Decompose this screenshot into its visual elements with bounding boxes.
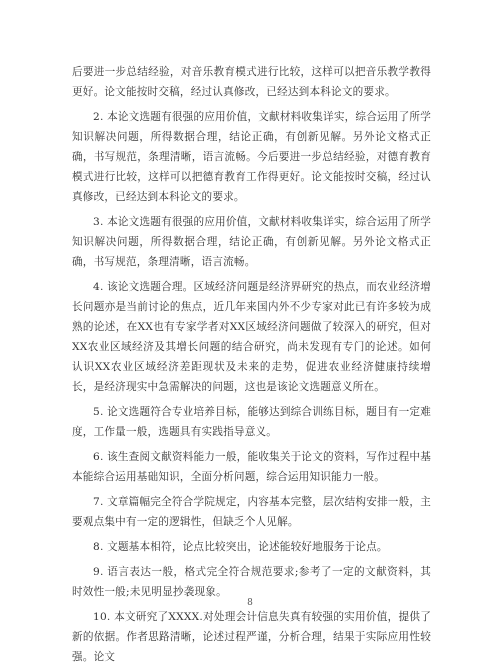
paragraph-1-continuation: 后要进一步总结经验，对音乐教育模式进行比较，这样可以把音乐教学教得更好。论文能按时交稿，经过认真修改，已经达到本科论文的要求。 (72, 66, 431, 98)
page-number: 8 (247, 598, 253, 608)
paragraph-8: 8. 文题基本相符，论点比较突出，论述能较好地服务于论点。 (93, 541, 388, 553)
paragraph-2: 2. 本论文选题有很强的应用价值，文献材料收集详实，综合运用了所学知识解决问题，所得数据合理，结论正确，有创新见解。另外论文格式正确，书写规范，条理清晰，语言流畅。今后要进一步总结经验，对德育教育模式进行比较，这样可以把德育教育工作得更好。论文能按时交稿，经过认真修改，已经达到本科论文的要求。 (72, 111, 431, 203)
paragraph-5: 5. 论文选题符合专业培养目标，能够达到综合训练目标，题目有一定难度，工作量一般，选题具有实践指导意义。 (72, 406, 431, 438)
paragraph-3: 3. 本论文选题有很强的应用价值，文献材料收集详实，综合运用了所学知识解决问题，所得数据合理，结论正确，有创新见解。另外论文格式正确，书写规范，条理清晰，语言流畅。 (72, 216, 431, 268)
paragraph-6: 6. 该生查阅文献资料能力一般，能收集关于论文的资料，写作过程中基本能综合运用基础知识，全面分析问题，综合运用知识能力一般。 (72, 451, 431, 483)
paragraph-7: 7. 文章篇幅完全符合学院规定，内容基本完整，层次结构安排一般，主要观点集中有一定的逻辑性，但缺乏个人见解。 (72, 496, 431, 528)
paragraph-9: 9. 语言表达一般，格式完全符合规范要求;参考了一定的文献资料，其时效性一般;未见明显抄袭现象。 (72, 566, 431, 598)
paragraph-4: 4. 该论文选题合理。区域经济问题是经济界研究的热点，而农业经济增长问题亦是当前讨论的焦点，近几年来国内外不少专家对此已有许多较为成熟的论述，在XX也有专家学者对XX区域经济问题做了较深入的研究，但对XX农业区域经济及其增长问题的结合研究，尚未发现有专门的论述。如何认识XX农业区域经济差距现状及未来的走势，促进农业经济健康持续增长，是经济现实中急需解决的问题，这也是该论文选题意义所在。 (72, 281, 431, 393)
paragraph-10: 10. 本文研究了XXXX.对处理会计信息失真有较强的实用价值，提供了新的依据。作者思路清晰，论述过程严谨，分析合理，结果于实际应用性较强。论文 (72, 611, 431, 663)
